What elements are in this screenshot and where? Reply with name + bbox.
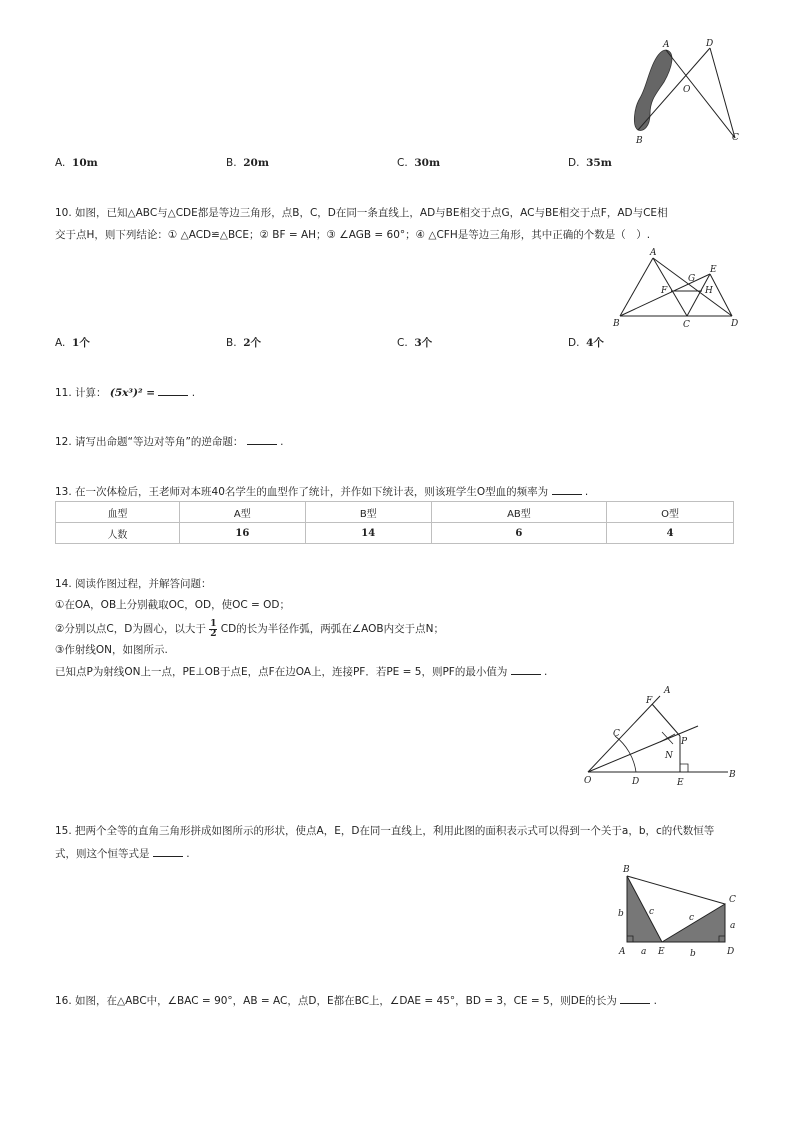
q10-option-c: C. 3个 — [397, 337, 433, 349]
q15-label-E: E — [658, 947, 665, 957]
q15-answer-blank[interactable] — [153, 846, 183, 857]
q10-label-C: C — [683, 320, 690, 330]
q16-answer-blank[interactable] — [620, 993, 650, 1004]
q10-stem-line2: 交于点H，则下列结论：① △ACD≌△BCE；② BF = AH；③ ∠AGB = 60°；④ △CFH是等边三角形，其中正确的个数是（ ）. — [55, 229, 651, 241]
q15-label-D: D — [727, 947, 735, 957]
q15-label-C: C — [729, 895, 736, 905]
q15-label-B: B — [623, 865, 630, 875]
q13-blood-type-table — [55, 501, 734, 544]
q9-option-b: B. 20m — [226, 157, 269, 169]
q14-stem-line3: ②分别以点C，D为圆心，以大于 $\frac{1}{2}$ CD的长为半径作弧，两弧在∠AOB内交于点N； — [55, 618, 444, 639]
q15-label-a-right: a — [730, 921, 736, 931]
q14-label-O: O — [584, 776, 592, 786]
q10-stem-line1: 10. 如图，已知△ABC与△CDE都是等边三角形，点B，C，D在同一条直线上，AD与BE相交于点G，AC与BE相交于点F，AD与CE相 — [55, 207, 668, 219]
q14-label-C: C — [613, 729, 620, 739]
q9-figure — [620, 38, 750, 153]
q9-label-C: C — [732, 133, 739, 143]
q9-pond-shape — [634, 50, 672, 130]
q14-label-N: N — [665, 751, 673, 761]
table-cell: 16 — [179, 523, 305, 544]
table-header-cell: O型 — [607, 502, 734, 523]
q9-label-B: B — [636, 136, 643, 146]
q14-label-A: A — [664, 686, 671, 696]
q10-label-B: B — [613, 319, 620, 329]
q9-option-c: C. 30m — [397, 157, 441, 169]
q10-label-D: D — [731, 319, 739, 329]
q15-label-c-left: c — [649, 907, 655, 917]
table-header-cell: A型 — [179, 502, 305, 523]
table-row — [56, 502, 734, 523]
q15-label-b-left: b — [618, 909, 624, 919]
q14-stem-line4: ③作射线ON，如图所示. — [55, 644, 168, 656]
table-cell: 14 — [305, 523, 431, 544]
q13-stem: 13. 在一次体检后，王老师对本班40名学生的血型作了统计，并作如下统计表，则该班学生O型血的频率为 . — [55, 486, 589, 498]
q10-label-H: H — [705, 286, 713, 296]
q10-label-E: E — [710, 265, 717, 275]
q14-stem-line1: 14. 阅读作图过程，并解答问题： — [55, 578, 212, 590]
q15-stem-line2: 式，则这个恒等式是 . — [55, 848, 190, 860]
q14-label-D: D — [632, 777, 640, 787]
q15-figure — [613, 862, 743, 962]
q14-figure — [580, 684, 745, 789]
table-header-cell: B型 — [305, 502, 431, 523]
q14-answer-blank[interactable] — [511, 664, 541, 675]
q15-stem-line1: 15. 把两个全等的直角三角形拼成如图所示的形状，使点A，E，D在同一直线上，利用此图的面积表示式可以得到一个关于a，b，c的代数恒等 — [55, 825, 715, 837]
q14-label-P: P — [681, 737, 688, 747]
q15-label-A: A — [619, 947, 626, 957]
q10-label-G: G — [688, 274, 696, 284]
q15-label-a-bottom: a — [641, 947, 647, 957]
table-cell: 4 — [607, 523, 734, 544]
q11-expression: (5x³)² = — [109, 387, 156, 399]
q12-answer-blank[interactable] — [247, 434, 277, 445]
q12-stem: 12. 请写出命题“等边对等角”的逆命题： . — [55, 436, 284, 448]
q9-option-d: D. 35m — [568, 157, 612, 169]
q10-option-b: B. 2个 — [226, 337, 262, 349]
table-header-cell: 血型 — [56, 502, 180, 523]
q9-label-D: D — [706, 39, 714, 49]
q9-label-O: O — [683, 85, 691, 95]
q10-figure — [610, 246, 745, 331]
table-cell: 6 — [431, 523, 606, 544]
q14-stem-line5: 已知点P为射线ON上一点，PE⊥OB于点E，点F在边OA上，连接PF．若PE = 5，则PF的最小值为 . — [55, 666, 548, 678]
q13-answer-blank[interactable] — [552, 484, 582, 495]
table-row-label: 人数 — [56, 523, 180, 544]
q10-option-a: A. 1个 — [55, 337, 90, 349]
q14-fraction: $\frac{1}{2}$ — [210, 618, 217, 639]
q14-stem-line2: ①在OA，OB上分别截取OC，OD，使OC = OD； — [55, 599, 291, 611]
table-row — [56, 523, 734, 544]
q15-label-c-right: c — [689, 913, 695, 923]
q16-stem: 16. 如图，在△ABC中，∠BAC = 90°，AB = AC，点D，E都在BC上，∠DAE = 45°，BD = 3，CE = 5，则DE的长为 . — [55, 995, 657, 1007]
table-header-cell: AB型 — [431, 502, 606, 523]
q9-option-a: A. 10m — [55, 157, 98, 169]
q14-label-E: E — [677, 778, 684, 788]
q11-answer-blank[interactable] — [158, 385, 188, 396]
q10-label-F: F — [661, 286, 668, 296]
q14-label-B: B — [729, 770, 736, 780]
q9-label-A: A — [663, 40, 670, 50]
q11-stem: 11. 计算： (5x³)² = . — [55, 387, 196, 399]
q15-label-b-bottom: b — [690, 949, 696, 959]
q14-label-F: F — [646, 696, 653, 706]
q10-option-d: D. 4个 — [568, 337, 604, 349]
q10-label-A: A — [650, 248, 657, 258]
